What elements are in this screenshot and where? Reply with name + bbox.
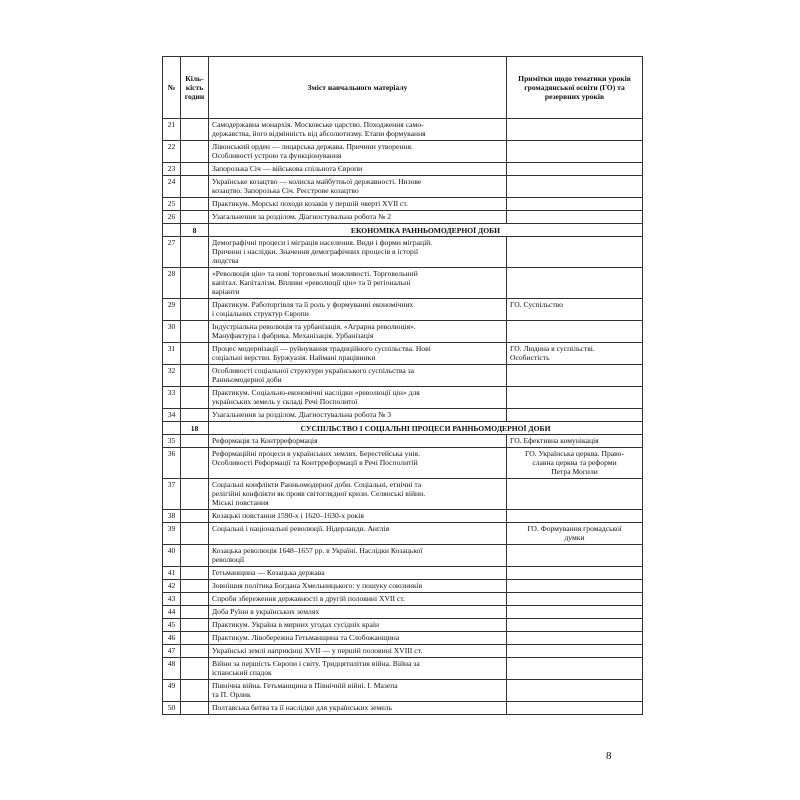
section-hours: 8 xyxy=(181,224,209,237)
row-number: 29 xyxy=(163,299,181,321)
table-row xyxy=(163,658,643,680)
table-row xyxy=(163,119,643,141)
row-number: 24 xyxy=(163,176,181,198)
row-number: 41 xyxy=(163,567,181,580)
row-notes xyxy=(507,632,643,645)
table-row xyxy=(163,387,643,409)
curriculum-table xyxy=(162,56,643,715)
row-content: Реформація та Контрреформація xyxy=(209,435,507,448)
row-number: 32 xyxy=(163,365,181,387)
row-content: Самодержавна монархія. Московське царство. Походження само- державства, його відмінність від абсолютизму. Етапи формування xyxy=(209,119,507,141)
row-content: Особливості соціальної структури українського суспільства за Ранньомодерної доби xyxy=(209,365,507,387)
row-notes: ГО. Суспільство xyxy=(507,299,643,321)
row-hours xyxy=(181,198,209,211)
row-hours xyxy=(181,580,209,593)
row-hours xyxy=(181,479,209,510)
row-notes xyxy=(507,510,643,523)
row-hours xyxy=(181,619,209,632)
table-row xyxy=(163,435,643,448)
row-hours xyxy=(181,119,209,141)
row-number: 48 xyxy=(163,658,181,680)
row-notes xyxy=(507,163,643,176)
row-number: 40 xyxy=(163,545,181,567)
row-number: 31 xyxy=(163,343,181,365)
row-number: 33 xyxy=(163,387,181,409)
row-hours xyxy=(181,299,209,321)
row-content: Демографічні процеси і міграція населення. Види і форми міграцій. Причини і наслідки. Значення демографічних процесів в історії людства xyxy=(209,237,507,268)
row-content: Українське козацтво — колиска майбутньої державності. Низове козацтво. Запорозька Січ. Реєстрове козацтво xyxy=(209,176,507,198)
table-row xyxy=(163,141,643,163)
row-hours xyxy=(181,176,209,198)
row-hours xyxy=(181,593,209,606)
row-hours xyxy=(181,567,209,580)
row-number: 34 xyxy=(163,409,181,422)
row-content: Практикум. Работоргівля та її роль у формуванні економічних і соціальних структур Європи xyxy=(209,299,507,321)
section-hours: 18 xyxy=(181,422,209,435)
row-hours xyxy=(181,163,209,176)
row-number: 26 xyxy=(163,211,181,224)
row-number: 28 xyxy=(163,268,181,299)
table-row xyxy=(163,606,643,619)
row-content: Козацькі повстання 1590-х і 1620–1630-х років xyxy=(209,510,507,523)
table-row xyxy=(163,593,643,606)
row-content: Козацька революція 1648–1657 рр. в Україні. Наслідки Козацької революції xyxy=(209,545,507,567)
row-notes xyxy=(507,409,643,422)
row-number: 37 xyxy=(163,479,181,510)
section-title: СУСПІЛЬСТВО І СОЦІАЛЬНІ ПРОЦЕСИ РАННЬОМОДЕРНОЇ ДОБИ xyxy=(209,422,643,435)
row-hours xyxy=(181,632,209,645)
header-hours-text: Кіль- кість годин xyxy=(184,74,205,101)
row-number: 42 xyxy=(163,580,181,593)
row-content: Гетьманщина — Козацька держава xyxy=(209,567,507,580)
table-row xyxy=(163,365,643,387)
row-content: Реформаційні процеси в українських землях. Берестейська унія. Особливості Реформації та Контрреформації в Речі Посполитій xyxy=(209,448,507,479)
table-body xyxy=(163,119,643,715)
row-notes: ГО. Українська церква. Право- славна церква та реформи Петра Могили xyxy=(507,448,643,479)
row-hours xyxy=(181,343,209,365)
table-row xyxy=(163,299,643,321)
row-hours xyxy=(181,387,209,409)
row-notes xyxy=(507,198,643,211)
row-hours xyxy=(181,435,209,448)
table-row xyxy=(163,567,643,580)
table-row xyxy=(163,237,643,268)
table-row xyxy=(163,680,643,702)
row-number: 21 xyxy=(163,119,181,141)
row-content: Українські землі наприкінці XVII — у першій половині XVIII ст. xyxy=(209,645,507,658)
section-row xyxy=(163,422,643,435)
row-number: 22 xyxy=(163,141,181,163)
table-row xyxy=(163,176,643,198)
table-row xyxy=(163,619,643,632)
table-row xyxy=(163,545,643,567)
row-content: Узагальнення за розділом. Діагностувальна робота № 2 xyxy=(209,211,507,224)
row-notes xyxy=(507,268,643,299)
row-number: 47 xyxy=(163,645,181,658)
row-hours xyxy=(181,702,209,715)
row-number: 46 xyxy=(163,632,181,645)
row-number: 27 xyxy=(163,237,181,268)
row-notes xyxy=(507,567,643,580)
row-content: Практикум. Україна в мирних угодах сусідніх країн xyxy=(209,619,507,632)
row-hours xyxy=(181,211,209,224)
row-notes xyxy=(507,479,643,510)
page-number: 8 xyxy=(606,750,612,762)
row-hours xyxy=(181,658,209,680)
row-notes xyxy=(507,176,643,198)
table-row xyxy=(163,479,643,510)
row-notes xyxy=(507,321,643,343)
row-content: «Революція цін» та нові торговельні можливості. Торговельний капітал. Капіталізм. Впливи «революції цін» та її регіональні варіанти xyxy=(209,268,507,299)
table-row xyxy=(163,163,643,176)
row-content: Полтавська битва та її наслідки для українських земель xyxy=(209,702,507,715)
row-number: 38 xyxy=(163,510,181,523)
header-notes: Примітки щодо тематики уроків громадянської освіти (ГО) та резервних уроків xyxy=(507,57,643,119)
row-notes xyxy=(507,619,643,632)
row-content: Узагальнення за розділом. Діагностувальна робота № 3 xyxy=(209,409,507,422)
row-content: Війни за першість Європи і світу. Тридцятилітня війна. Війна за іспанський спадок xyxy=(209,658,507,680)
row-hours xyxy=(181,606,209,619)
row-hours xyxy=(181,321,209,343)
row-notes xyxy=(507,680,643,702)
row-notes xyxy=(507,593,643,606)
row-content: Соціальні конфлікти Ранньомодерної доби. Соціальні, етнічні та релігійні конфлікти як прояв світоглядної кризи. Селянські війни. Міські повстання xyxy=(209,479,507,510)
row-hours xyxy=(181,237,209,268)
row-number: 43 xyxy=(163,593,181,606)
row-hours xyxy=(181,523,209,545)
row-content: Практикум. Лівобережна Гетьманщина та Слобожанщина xyxy=(209,632,507,645)
row-hours xyxy=(181,545,209,567)
row-notes xyxy=(507,545,643,567)
row-content: Північна війна. Гетьманщина в Північній війні. І. Мазепа та П. Орлик xyxy=(209,680,507,702)
row-content: Зовнішня політика Богдана Хмельницького: у пошуку союзників xyxy=(209,580,507,593)
section-num-cell xyxy=(163,422,181,435)
row-hours xyxy=(181,409,209,422)
table-row xyxy=(163,268,643,299)
table-row xyxy=(163,343,643,365)
row-notes xyxy=(507,606,643,619)
table-row xyxy=(163,510,643,523)
row-hours xyxy=(181,365,209,387)
row-hours xyxy=(181,680,209,702)
row-notes xyxy=(507,211,643,224)
table-row xyxy=(163,632,643,645)
row-content: Доба Руїни в українських землях xyxy=(209,606,507,619)
row-hours xyxy=(181,268,209,299)
table-row xyxy=(163,211,643,224)
row-number: 45 xyxy=(163,619,181,632)
row-content: Процес модернізації — руйнування традиційного суспільства. Нові соціальні верстви. Буржуазія. Наймані працівники xyxy=(209,343,507,365)
header-content: Зміст навчального матеріалу xyxy=(209,57,507,119)
table-header-row xyxy=(163,57,643,119)
row-content: Спроби збереження державності в другій половині XVII ст. xyxy=(209,593,507,606)
row-number: 39 xyxy=(163,523,181,545)
row-number: 35 xyxy=(163,435,181,448)
section-title: ЕКОНОМІКА РАННЬОМОДЕРНОЇ ДОБИ xyxy=(209,224,643,237)
header-num: № xyxy=(163,57,181,119)
table-row xyxy=(163,645,643,658)
row-number: 49 xyxy=(163,680,181,702)
row-notes xyxy=(507,141,643,163)
row-hours xyxy=(181,448,209,479)
table-row xyxy=(163,321,643,343)
row-content: Соціальні і національні революції. Нідерланди. Англія xyxy=(209,523,507,545)
row-content: Лівонський орден — лицарська держава. Причини утворення. Особливості устрою та функціонування xyxy=(209,141,507,163)
row-notes: ГО. Людина в суспільстві. Особистість xyxy=(507,343,643,365)
row-number: 36 xyxy=(163,448,181,479)
header-hours xyxy=(181,57,209,119)
row-notes: ГО. Ефективна комунікація xyxy=(507,435,643,448)
section-row xyxy=(163,224,643,237)
row-notes xyxy=(507,658,643,680)
table-row xyxy=(163,198,643,211)
row-notes xyxy=(507,365,643,387)
row-number: 25 xyxy=(163,198,181,211)
row-notes xyxy=(507,237,643,268)
row-notes: ГО. Формування громадської думки xyxy=(507,523,643,545)
row-content: Практикум. Соціально-економічні наслідки «революції цін» для українських земель у складі Речі Посполитої xyxy=(209,387,507,409)
row-number: 23 xyxy=(163,163,181,176)
row-content: Індустріальна революція та урбанізація. «Аграрна революція». Мануфактура і фабрика. Механізація. Урбанізація xyxy=(209,321,507,343)
table-row xyxy=(163,409,643,422)
table-row xyxy=(163,702,643,715)
row-hours xyxy=(181,141,209,163)
section-num-cell xyxy=(163,224,181,237)
row-notes xyxy=(507,645,643,658)
table-row xyxy=(163,523,643,545)
row-notes xyxy=(507,119,643,141)
row-notes xyxy=(507,580,643,593)
row-number: 44 xyxy=(163,606,181,619)
row-notes xyxy=(507,702,643,715)
table-row xyxy=(163,448,643,479)
row-number: 30 xyxy=(163,321,181,343)
row-hours xyxy=(181,510,209,523)
row-number: 50 xyxy=(163,702,181,715)
row-content: Запорозька Січ — військова спільнота Європи xyxy=(209,163,507,176)
table-row xyxy=(163,580,643,593)
row-content: Практикум. Морські походи козаків у першій чверті XVII ст. xyxy=(209,198,507,211)
row-notes xyxy=(507,387,643,409)
row-hours xyxy=(181,645,209,658)
